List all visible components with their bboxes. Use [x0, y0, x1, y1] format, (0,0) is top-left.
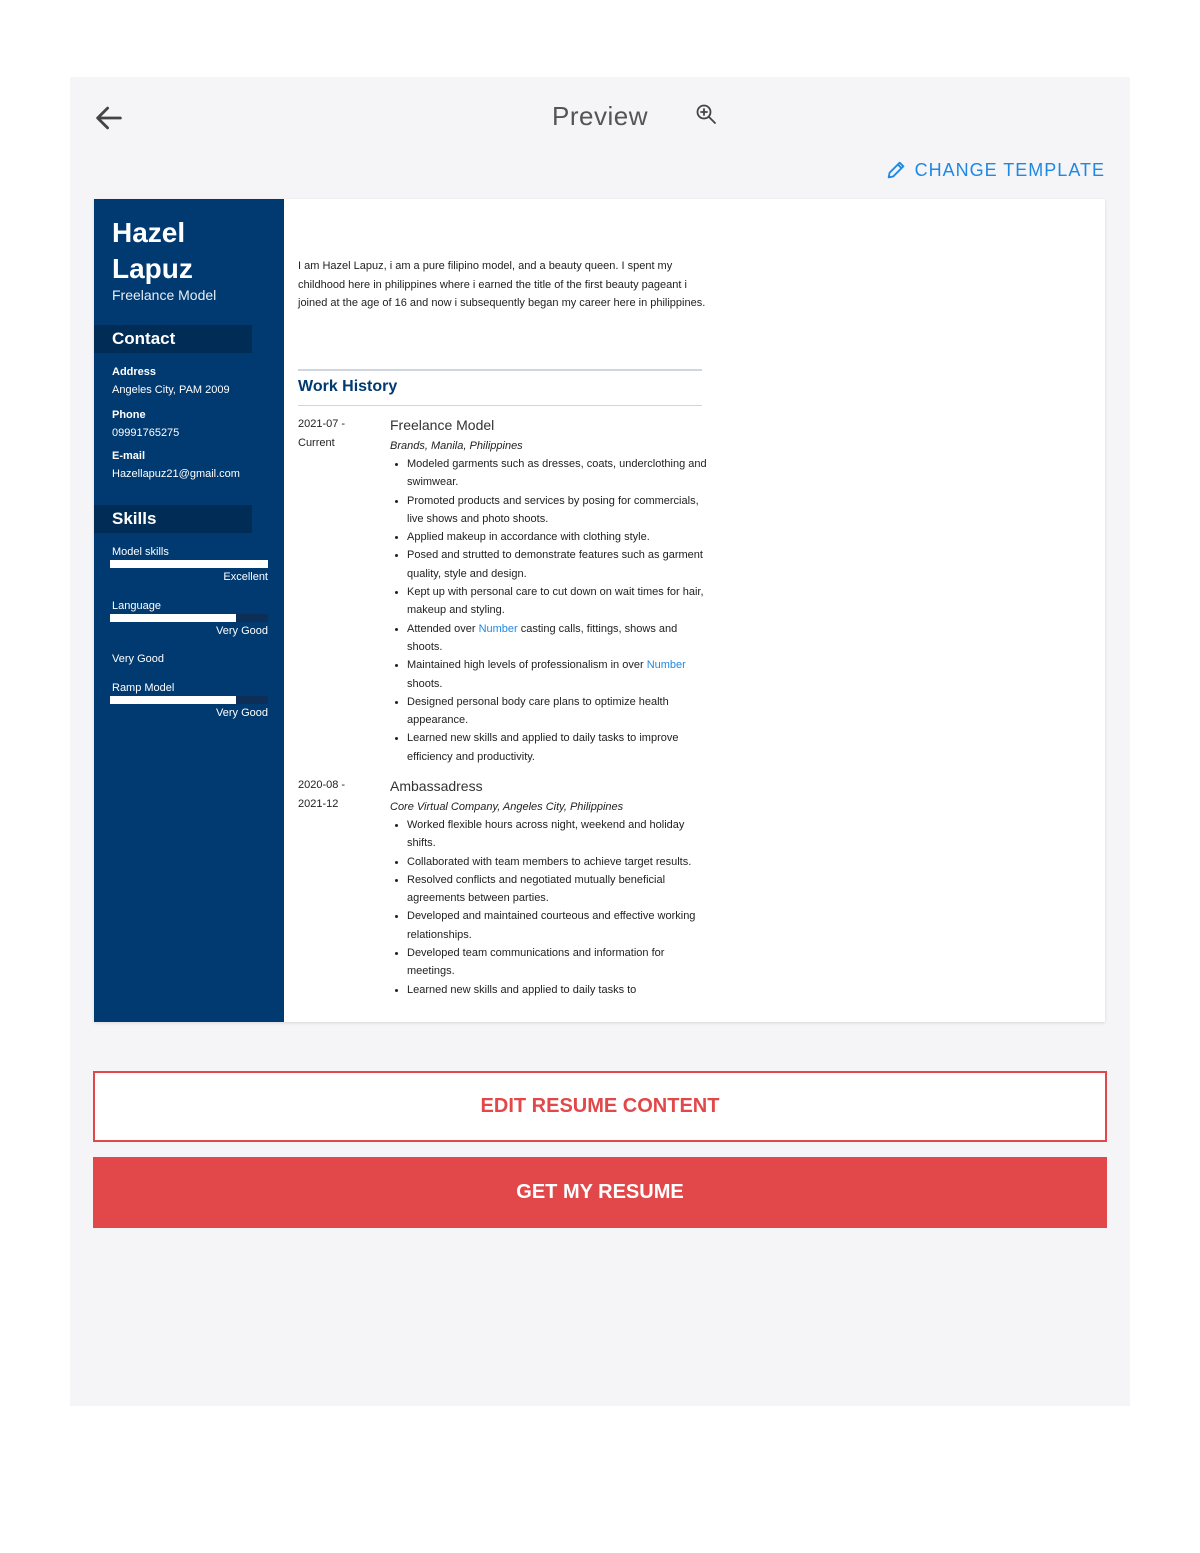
job-title: Ambassadress	[390, 778, 483, 794]
work-history-title: Work History	[298, 378, 398, 395]
top-bar	[70, 77, 1130, 180]
resume-job-title: Freelance Model	[112, 287, 217, 303]
skill-level: Excellent	[223, 571, 268, 583]
resume-sidebar	[94, 199, 284, 1022]
zoom-button[interactable]	[694, 102, 718, 126]
email-label: E-mail	[112, 450, 146, 462]
skill-name: Ramp Model	[112, 682, 175, 694]
skill-name: Language	[112, 600, 161, 612]
resume-preview[interactable]	[94, 199, 1105, 1022]
skill-bar	[110, 696, 268, 704]
skill-extra-text: Very Good	[112, 653, 164, 665]
skill-bar	[110, 614, 268, 622]
job-bullet: • Applied makeup in accordance with clothing style.	[407, 528, 710, 546]
job-bullet: • Worked flexible hours across night, weekend and holiday shifts.	[407, 816, 710, 853]
pencil-icon	[885, 159, 907, 181]
job-bullet: • Collaborated with team members to achieve target results.	[407, 853, 710, 871]
skill-level: Very Good	[216, 625, 268, 637]
job-company: Brands, Manila, Philippines	[390, 440, 523, 452]
job-bullet: • Attended over Number casting calls, fittings, shows and shoots.	[407, 620, 710, 657]
resume-summary: I am Hazel Lapuz, i am a pure filipino model, and a beauty queen. I spent my childhood here in philippines where i earned the title of the first beauty pageant i joined at the age of 16 and now i subsequently began my career here in philippines.	[298, 260, 706, 309]
job-bullet: • Developed team communications and information for meetings.	[407, 944, 710, 981]
zoom-in-icon	[694, 102, 718, 126]
address-value: Angeles City, PAM 2009	[112, 384, 230, 396]
job-dates	[298, 776, 378, 813]
job-bullet: • Learned new skills and applied to daily tasks to improve efficiency and productivity.	[407, 729, 710, 766]
job-bullet: • Maintained high levels of professionalism in over Number shoots.	[407, 656, 710, 693]
resume-name: Hazel Lapuz	[112, 217, 193, 284]
job-body	[390, 415, 710, 766]
job-bullet: • Modeled garments such as dresses, coats, underclothing and swimwear.	[407, 455, 710, 492]
email-value: Hazellapuz21@gmail.com	[112, 468, 240, 480]
skill-name: Model skills	[112, 546, 169, 558]
job-bullets	[390, 455, 710, 766]
job-bullet: • Kept up with personal care to cut down on wait times for hair, makeup and styling.	[407, 583, 710, 620]
get-resume-button[interactable]: GET MY RESUME	[93, 1157, 1107, 1228]
job-company: Core Virtual Company, Angeles City, Philippines	[390, 801, 624, 813]
change-template-button[interactable]	[885, 159, 1105, 181]
job-body	[390, 776, 710, 999]
job-bullets	[390, 816, 710, 999]
skill-level: Very Good	[216, 707, 268, 719]
resume-main	[284, 199, 1105, 1022]
phone-value: 09991765275	[112, 427, 180, 439]
app-screen	[70, 77, 1130, 1406]
job-bullet: • Developed and maintained courteous and effective working relationships.	[407, 907, 710, 944]
skill-bar	[110, 560, 268, 568]
job-dates	[298, 415, 378, 452]
phone-label: Phone	[112, 409, 146, 421]
job-bullet: • Resolved conflicts and negotiated mutually beneficial agreements between parties.	[407, 871, 710, 908]
change-template-label: CHANGE TEMPLATE	[914, 159, 1105, 180]
job-date-end: Current	[298, 436, 335, 449]
job-date-end: 2021-12	[298, 797, 339, 810]
job-bullet: • Promoted products and services by posing for commercials, live shows and photo shoots.	[407, 492, 710, 529]
job-date-start: 2020-08 -	[298, 779, 346, 791]
skills-heading: Skills	[94, 505, 252, 533]
job-bullet: • Designed personal body care plans to optimize health appearance.	[407, 693, 710, 730]
work-history-heading	[298, 369, 702, 406]
edit-resume-button[interactable]: EDIT RESUME CONTENT	[93, 1071, 1107, 1142]
contact-heading: Contact	[94, 325, 252, 353]
job-date-start: 2021-07 -	[298, 418, 346, 430]
page-title: Preview	[552, 101, 648, 131]
job-bullet: • Posed and strutted to demonstrate features such as garment quality, style and design.	[407, 546, 710, 583]
job-bullet: • Learned new skills and applied to daily tasks to	[407, 981, 710, 999]
address-label: Address	[112, 366, 157, 378]
job-title: Freelance Model	[390, 417, 495, 433]
